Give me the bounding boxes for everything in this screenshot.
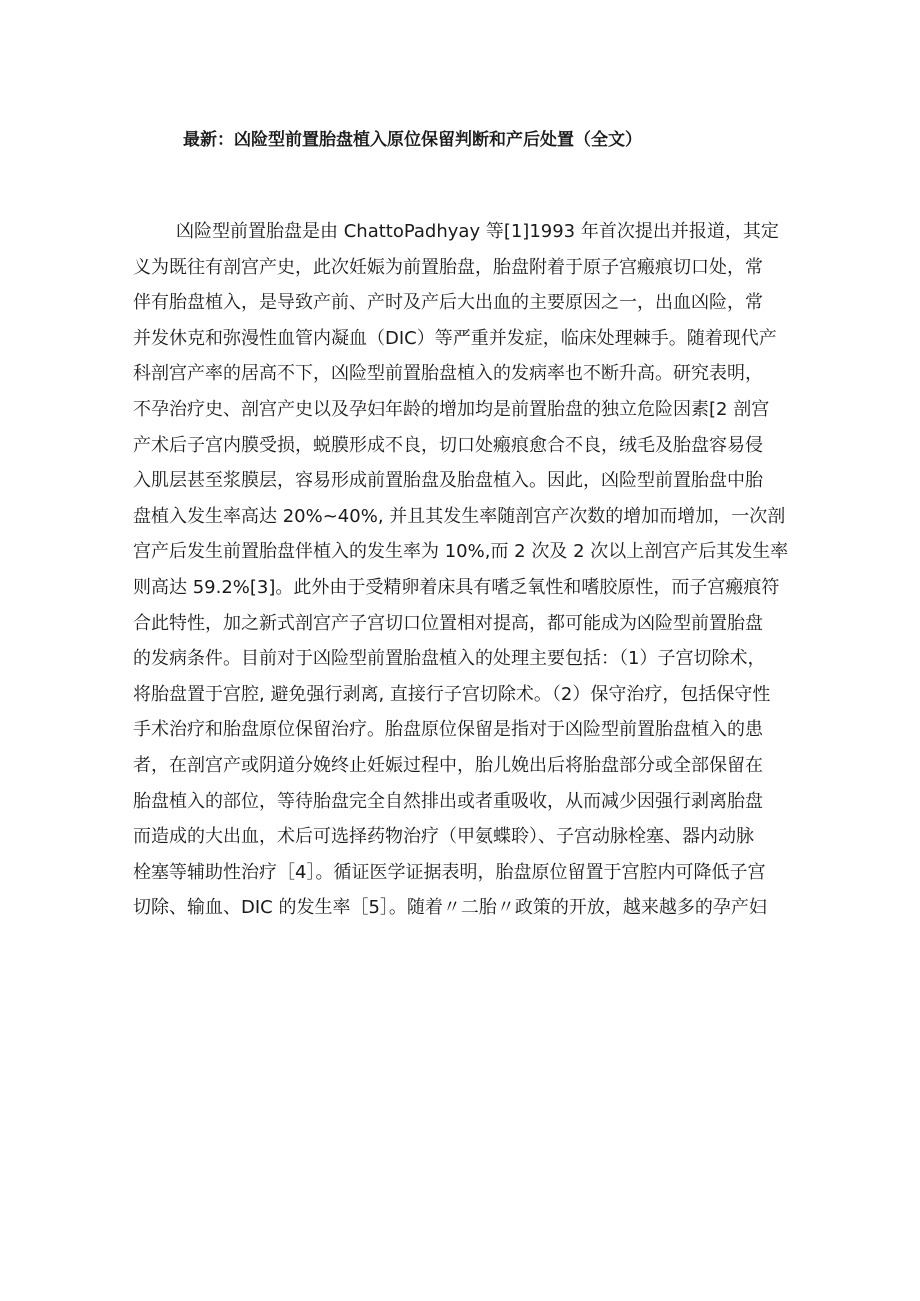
paragraph-line: 的发病条件。目前对于凶险型前置胎盘植入的处理主要包括：（1）子宫切除术， xyxy=(133,648,766,670)
paragraph-line: 盘植入发生率高达 20%~40%, 并且其发生率随剖宫产次数的增加而增加，一次剖 xyxy=(133,505,786,527)
paragraph-line: 合此特性，加之新式剖宫产子宫切口位置相对提高，都可能成为凶险型前置胎盘 xyxy=(133,612,763,634)
paragraph-line: 伴有胎盘植入，是导致产前、产时及产后大出血的主要原因之一，出血凶险，常 xyxy=(133,292,763,314)
paragraph-line: 切除、输血、DIC 的发生率［5］。随着〃二胎〃政策的开放，越来越多的孕产妇 xyxy=(133,897,767,919)
paragraph-line: 产术后子宫内膜受损，蜕膜形成不良，切口处瘢痕愈合不良，绒毛及胎盘容易侵 xyxy=(133,434,763,456)
paragraph-line: 不孕治疗史、剖宫产史以及孕妇年龄的增加均是前置胎盘的独立危险因素[2 剖宫 xyxy=(133,398,770,420)
paragraph-line: 而造成的大出血，术后可选择药物治疗（甲氨蝶聆）、子宫动脉栓塞、器内动脉 xyxy=(133,826,754,848)
paragraph-line: 宫产后发生前置胎盘伴植入的发生率为 10%,而 2 次及 2 次以上剖宫产后其发生率 xyxy=(133,541,789,563)
paragraph-line: 义为既往有剖宫产史，此次妊娠为前置胎盘，胎盘附着于原子宫瘢痕切口处，常 xyxy=(133,256,763,278)
paragraph-line: 科剖宫产率的居高不下，凶险型前置胎盘植入的发病率也不断升高。研究表明， xyxy=(133,363,763,385)
paragraph-line: 凶险型前置胎盘是由 ChattoPadhyay 等[1]1993 年首次提出并报道，其定 xyxy=(176,221,779,242)
paragraph-line: 栓塞等辅助性治疗［4］。循证医学证据表明，胎盘原位留置于宫腔内可降低子宫 xyxy=(133,861,766,883)
body-paragraph xyxy=(133,214,793,926)
paragraph-line: 者，在剖宫产或阴道分娩终止妊娠过程中，胎儿娩出后将胎盘部分或全部保留在 xyxy=(133,754,763,776)
paragraph-line: 将胎盘置于宫腔, 避免强行剥离, 直接行子宫切除术。（2）保守治疗，包括保守性 xyxy=(133,683,771,705)
paragraph-line: 并发休克和弥漫性血管内凝血（DIC）等严重并发症，临床处理棘手。随着现代产 xyxy=(133,327,777,349)
paragraph-line: 手术治疗和胎盘原位保留治疗。胎盘原位保留是指对于凶险型前置胎盘植入的患 xyxy=(133,719,763,741)
paragraph-line: 入肌层甚至浆膜层，容易形成前置胎盘及胎盘植入。因此，凶险型前置胎盘中胎 xyxy=(133,470,763,492)
paragraph-line: 则高达 59.2%[3]。此外由于受精卵着床具有嗜乏氧性和嗜胶原性，而子宫瘢痕符 xyxy=(133,576,780,598)
document-title: 最新：凶险型前置胎盘植入原位保留判断和产后处置（全文） xyxy=(183,130,642,150)
paragraph-line: 胎盘植入的部位，等待胎盘完全自然排出或者重吸收，从而减少因强行剥离胎盘 xyxy=(133,790,763,812)
